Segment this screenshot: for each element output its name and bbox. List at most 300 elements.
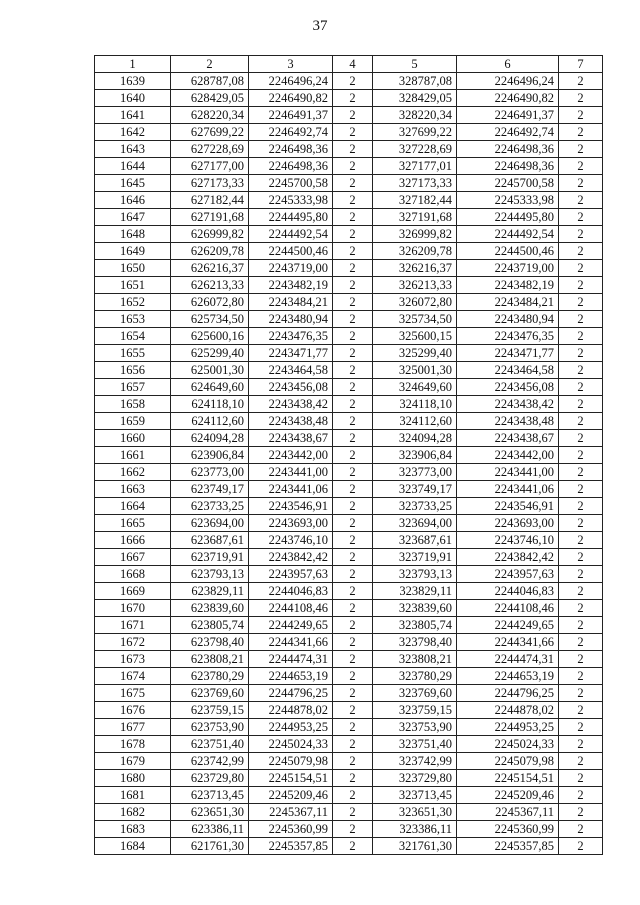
group-b-cell: 2: [559, 362, 603, 379]
x-coordinate-alt-cell: 326213,33: [373, 277, 457, 294]
table-row: [95, 515, 603, 532]
y-coordinate-cell: 2243484,21: [249, 294, 333, 311]
point-number-cell: 1663: [95, 481, 171, 498]
group-a-cell: 2: [333, 600, 373, 617]
table-row: [95, 362, 603, 379]
group-b-cell: 2: [559, 719, 603, 736]
y-coordinate-cell: 2243482,19: [249, 277, 333, 294]
x-coordinate-cell: 623793,13: [171, 566, 249, 583]
point-number-cell: 1659: [95, 413, 171, 430]
point-number-cell: 1681: [95, 787, 171, 804]
group-b-cell: 2: [559, 702, 603, 719]
y-coordinate-alt-cell: 2244249,65: [457, 617, 559, 634]
group-a-cell: 2: [333, 838, 373, 855]
x-coordinate-cell: 621761,30: [171, 838, 249, 855]
x-coordinate-alt-cell: 323733,25: [373, 498, 457, 515]
table-row: [95, 328, 603, 345]
point-number-cell: 1668: [95, 566, 171, 583]
point-number-cell: 1676: [95, 702, 171, 719]
x-coordinate-alt-cell: 326209,78: [373, 243, 457, 260]
x-coordinate-cell: 623773,00: [171, 464, 249, 481]
x-coordinate-cell: 623719,91: [171, 549, 249, 566]
group-a-cell: 2: [333, 124, 373, 141]
table-row: [95, 600, 603, 617]
table-row: [95, 107, 603, 124]
group-a-cell: 2: [333, 566, 373, 583]
y-coordinate-alt-cell: 2243441,00: [457, 464, 559, 481]
y-coordinate-cell: 2243476,35: [249, 328, 333, 345]
group-b-cell: 2: [559, 685, 603, 702]
point-number-cell: 1682: [95, 804, 171, 821]
y-coordinate-cell: 2245024,33: [249, 736, 333, 753]
group-a-cell: 2: [333, 634, 373, 651]
y-coordinate-alt-cell: 2243957,63: [457, 566, 559, 583]
group-b-cell: 2: [559, 770, 603, 787]
point-number-cell: 1651: [95, 277, 171, 294]
table-row: [95, 736, 603, 753]
group-b-cell: 2: [559, 498, 603, 515]
table-row: [95, 787, 603, 804]
y-coordinate-cell: 2245154,51: [249, 770, 333, 787]
y-coordinate-alt-cell: 2244492,54: [457, 226, 559, 243]
group-a-cell: 2: [333, 770, 373, 787]
x-coordinate-alt-cell: 323753,90: [373, 719, 457, 736]
table-row: [95, 702, 603, 719]
group-a-cell: 2: [333, 413, 373, 430]
y-coordinate-alt-cell: 2243842,42: [457, 549, 559, 566]
point-number-cell: 1647: [95, 209, 171, 226]
table-row: [95, 345, 603, 362]
table-row: [95, 430, 603, 447]
table-row: [95, 413, 603, 430]
table-row: [95, 549, 603, 566]
group-a-cell: 2: [333, 651, 373, 668]
group-b-cell: 2: [559, 838, 603, 855]
table-row: [95, 668, 603, 685]
point-number-cell: 1675: [95, 685, 171, 702]
table-row: [95, 719, 603, 736]
y-coordinate-cell: 2243480,94: [249, 311, 333, 328]
y-coordinate-cell: 2243719,00: [249, 260, 333, 277]
x-coordinate-alt-cell: 323798,40: [373, 634, 457, 651]
group-b-cell: 2: [559, 481, 603, 498]
table-row: [95, 294, 603, 311]
y-coordinate-alt-cell: 2243484,21: [457, 294, 559, 311]
table-row: [95, 770, 603, 787]
y-coordinate-cell: 2244108,46: [249, 600, 333, 617]
y-coordinate-alt-cell: 2243438,42: [457, 396, 559, 413]
y-coordinate-cell: 2244046,83: [249, 583, 333, 600]
x-coordinate-cell: 626999,82: [171, 226, 249, 243]
table-row: [95, 158, 603, 175]
x-coordinate-alt-cell: 323729,80: [373, 770, 457, 787]
group-b-cell: 2: [559, 430, 603, 447]
point-number-cell: 1649: [95, 243, 171, 260]
group-a-cell: 2: [333, 328, 373, 345]
group-a-cell: 2: [333, 141, 373, 158]
x-coordinate-cell: 623687,61: [171, 532, 249, 549]
y-coordinate-cell: 2245209,46: [249, 787, 333, 804]
y-coordinate-alt-cell: 2243476,35: [457, 328, 559, 345]
group-b-cell: 2: [559, 617, 603, 634]
table-row: [95, 141, 603, 158]
y-coordinate-alt-cell: 2243693,00: [457, 515, 559, 532]
group-a-cell: 2: [333, 362, 373, 379]
point-number-cell: 1644: [95, 158, 171, 175]
group-b-cell: 2: [559, 90, 603, 107]
x-coordinate-alt-cell: 324649,60: [373, 379, 457, 396]
table-row: [95, 753, 603, 770]
group-b-cell: 2: [559, 73, 603, 90]
y-coordinate-alt-cell: 2243482,19: [457, 277, 559, 294]
y-coordinate-cell: 2245700,58: [249, 175, 333, 192]
table-row: [95, 838, 603, 855]
group-b-cell: 2: [559, 634, 603, 651]
y-coordinate-alt-cell: 2246490,82: [457, 90, 559, 107]
table-row: [95, 804, 603, 821]
x-coordinate-alt-cell: 324094,28: [373, 430, 457, 447]
y-coordinate-cell: 2243746,10: [249, 532, 333, 549]
y-coordinate-alt-cell: 2244108,46: [457, 600, 559, 617]
group-b-cell: 2: [559, 447, 603, 464]
group-b-cell: 2: [559, 209, 603, 226]
y-coordinate-alt-cell: 2245357,85: [457, 838, 559, 855]
column-header: 7: [559, 56, 603, 73]
group-b-cell: 2: [559, 243, 603, 260]
point-number-cell: 1677: [95, 719, 171, 736]
y-coordinate-alt-cell: 2246498,36: [457, 141, 559, 158]
group-a-cell: 2: [333, 549, 373, 566]
point-number-cell: 1667: [95, 549, 171, 566]
table-row: [95, 566, 603, 583]
x-coordinate-cell: 627173,33: [171, 175, 249, 192]
group-b-cell: 2: [559, 345, 603, 362]
column-header: 2: [171, 56, 249, 73]
y-coordinate-alt-cell: 2246498,36: [457, 158, 559, 175]
x-coordinate-cell: 624118,10: [171, 396, 249, 413]
y-coordinate-cell: 2243438,42: [249, 396, 333, 413]
group-b-cell: 2: [559, 328, 603, 345]
x-coordinate-cell: 623729,80: [171, 770, 249, 787]
x-coordinate-alt-cell: 323793,13: [373, 566, 457, 583]
group-a-cell: 2: [333, 192, 373, 209]
y-coordinate-cell: 2243438,67: [249, 430, 333, 447]
point-number-cell: 1671: [95, 617, 171, 634]
x-coordinate-cell: 623713,45: [171, 787, 249, 804]
x-coordinate-alt-cell: 323780,29: [373, 668, 457, 685]
x-coordinate-alt-cell: 323773,00: [373, 464, 457, 481]
point-number-cell: 1665: [95, 515, 171, 532]
y-coordinate-alt-cell: 2244878,02: [457, 702, 559, 719]
x-coordinate-cell: 624112,60: [171, 413, 249, 430]
x-coordinate-cell: 624649,60: [171, 379, 249, 396]
y-coordinate-alt-cell: 2243546,91: [457, 498, 559, 515]
group-b-cell: 2: [559, 583, 603, 600]
x-coordinate-cell: 623694,00: [171, 515, 249, 532]
group-a-cell: 2: [333, 396, 373, 413]
y-coordinate-alt-cell: 2244046,83: [457, 583, 559, 600]
table-row: [95, 583, 603, 600]
group-a-cell: 2: [333, 447, 373, 464]
x-coordinate-cell: 623829,11: [171, 583, 249, 600]
group-a-cell: 2: [333, 736, 373, 753]
group-a-cell: 2: [333, 498, 373, 515]
page-number: 37: [312, 18, 328, 34]
y-coordinate-cell: 2243957,63: [249, 566, 333, 583]
group-b-cell: 2: [559, 787, 603, 804]
y-coordinate-alt-cell: 2244341,66: [457, 634, 559, 651]
group-b-cell: 2: [559, 600, 603, 617]
point-number-cell: 1650: [95, 260, 171, 277]
x-coordinate-alt-cell: 323742,99: [373, 753, 457, 770]
group-b-cell: 2: [559, 226, 603, 243]
x-coordinate-alt-cell: 323906,84: [373, 447, 457, 464]
group-a-cell: 2: [333, 73, 373, 90]
x-coordinate-cell: 623651,30: [171, 804, 249, 821]
group-b-cell: 2: [559, 379, 603, 396]
x-coordinate-cell: 623839,60: [171, 600, 249, 617]
table-row: [95, 243, 603, 260]
group-a-cell: 2: [333, 226, 373, 243]
x-coordinate-alt-cell: 323386,11: [373, 821, 457, 838]
y-coordinate-alt-cell: 2244474,31: [457, 651, 559, 668]
x-coordinate-alt-cell: 325600,15: [373, 328, 457, 345]
group-b-cell: 2: [559, 124, 603, 141]
group-b-cell: 2: [559, 804, 603, 821]
x-coordinate-alt-cell: 327228,69: [373, 141, 457, 158]
point-number-cell: 1653: [95, 311, 171, 328]
group-a-cell: 2: [333, 294, 373, 311]
x-coordinate-alt-cell: 325734,50: [373, 311, 457, 328]
group-b-cell: 2: [559, 651, 603, 668]
x-coordinate-cell: 627228,69: [171, 141, 249, 158]
group-a-cell: 2: [333, 345, 373, 362]
table-row: [95, 260, 603, 277]
y-coordinate-alt-cell: 2243438,48: [457, 413, 559, 430]
x-coordinate-cell: 623769,60: [171, 685, 249, 702]
x-coordinate-cell: 623780,29: [171, 668, 249, 685]
x-coordinate-alt-cell: 323805,74: [373, 617, 457, 634]
point-number-cell: 1646: [95, 192, 171, 209]
y-coordinate-alt-cell: 2243719,00: [457, 260, 559, 277]
y-coordinate-cell: 2243471,77: [249, 345, 333, 362]
y-coordinate-alt-cell: 2245333,98: [457, 192, 559, 209]
table-row: [95, 464, 603, 481]
group-b-cell: 2: [559, 260, 603, 277]
x-coordinate-alt-cell: 326216,37: [373, 260, 457, 277]
y-coordinate-cell: 2243456,08: [249, 379, 333, 396]
group-a-cell: 2: [333, 821, 373, 838]
table-row: [95, 226, 603, 243]
y-coordinate-cell: 2245360,99: [249, 821, 333, 838]
x-coordinate-alt-cell: 323751,40: [373, 736, 457, 753]
point-number-cell: 1680: [95, 770, 171, 787]
y-coordinate-cell: 2246498,36: [249, 158, 333, 175]
x-coordinate-cell: 623742,99: [171, 753, 249, 770]
x-coordinate-cell: 627177,00: [171, 158, 249, 175]
x-coordinate-alt-cell: 323808,21: [373, 651, 457, 668]
point-number-cell: 1657: [95, 379, 171, 396]
table-row: [95, 90, 603, 107]
table-row: [95, 396, 603, 413]
group-b-cell: 2: [559, 821, 603, 838]
x-coordinate-cell: 627191,68: [171, 209, 249, 226]
point-number-cell: 1684: [95, 838, 171, 855]
x-coordinate-cell: 623733,25: [171, 498, 249, 515]
y-coordinate-alt-cell: 2243441,06: [457, 481, 559, 498]
y-coordinate-cell: 2245079,98: [249, 753, 333, 770]
y-coordinate-alt-cell: 2243438,67: [457, 430, 559, 447]
y-coordinate-cell: 2246490,82: [249, 90, 333, 107]
point-number-cell: 1666: [95, 532, 171, 549]
x-coordinate-cell: 625600,16: [171, 328, 249, 345]
group-a-cell: 2: [333, 515, 373, 532]
group-b-cell: 2: [559, 532, 603, 549]
y-coordinate-alt-cell: 2244653,19: [457, 668, 559, 685]
y-coordinate-cell: 2243693,00: [249, 515, 333, 532]
y-coordinate-cell: 2245367,11: [249, 804, 333, 821]
y-coordinate-cell: 2245357,85: [249, 838, 333, 855]
y-coordinate-alt-cell: 2243456,08: [457, 379, 559, 396]
point-number-cell: 1672: [95, 634, 171, 651]
x-coordinate-alt-cell: 328220,34: [373, 107, 457, 124]
group-a-cell: 2: [333, 804, 373, 821]
group-b-cell: 2: [559, 192, 603, 209]
x-coordinate-alt-cell: 327191,68: [373, 209, 457, 226]
group-a-cell: 2: [333, 702, 373, 719]
point-number-cell: 1655: [95, 345, 171, 362]
y-coordinate-alt-cell: 2243442,00: [457, 447, 559, 464]
y-coordinate-cell: 2244878,02: [249, 702, 333, 719]
x-coordinate-cell: 626072,80: [171, 294, 249, 311]
point-number-cell: 1639: [95, 73, 171, 90]
point-number-cell: 1664: [95, 498, 171, 515]
x-coordinate-cell: 627699,22: [171, 124, 249, 141]
y-coordinate-alt-cell: 2244953,25: [457, 719, 559, 736]
group-b-cell: 2: [559, 294, 603, 311]
table-row: [95, 617, 603, 634]
group-a-cell: 2: [333, 107, 373, 124]
x-coordinate-alt-cell: 323749,17: [373, 481, 457, 498]
x-coordinate-cell: 628787,08: [171, 73, 249, 90]
x-coordinate-alt-cell: 323759,15: [373, 702, 457, 719]
point-number-cell: 1654: [95, 328, 171, 345]
point-number-cell: 1648: [95, 226, 171, 243]
y-coordinate-cell: 2243842,42: [249, 549, 333, 566]
y-coordinate-cell: 2245333,98: [249, 192, 333, 209]
y-coordinate-alt-cell: 2245209,46: [457, 787, 559, 804]
x-coordinate-alt-cell: 323687,61: [373, 532, 457, 549]
y-coordinate-cell: 2244653,19: [249, 668, 333, 685]
x-coordinate-alt-cell: 323769,60: [373, 685, 457, 702]
group-b-cell: 2: [559, 175, 603, 192]
table-row: [95, 209, 603, 226]
y-coordinate-alt-cell: 2245024,33: [457, 736, 559, 753]
point-number-cell: 1661: [95, 447, 171, 464]
point-number-cell: 1652: [95, 294, 171, 311]
x-coordinate-cell: 623798,40: [171, 634, 249, 651]
table-row: [95, 685, 603, 702]
x-coordinate-cell: 623906,84: [171, 447, 249, 464]
group-a-cell: 2: [333, 668, 373, 685]
table-row: [95, 277, 603, 294]
coordinates-table: [94, 55, 603, 855]
group-a-cell: 2: [333, 532, 373, 549]
y-coordinate-alt-cell: 2243471,77: [457, 345, 559, 362]
group-b-cell: 2: [559, 413, 603, 430]
y-coordinate-cell: 2244953,25: [249, 719, 333, 736]
x-coordinate-alt-cell: 328787,08: [373, 73, 457, 90]
x-coordinate-cell: 625001,30: [171, 362, 249, 379]
group-b-cell: 2: [559, 107, 603, 124]
x-coordinate-cell: 623759,15: [171, 702, 249, 719]
x-coordinate-cell: 624094,28: [171, 430, 249, 447]
group-b-cell: 2: [559, 515, 603, 532]
column-header: 6: [457, 56, 559, 73]
table-body: [95, 73, 603, 855]
y-coordinate-cell: 2244341,66: [249, 634, 333, 651]
group-b-cell: 2: [559, 396, 603, 413]
table-row: [95, 379, 603, 396]
y-coordinate-cell: 2244492,54: [249, 226, 333, 243]
point-number-cell: 1674: [95, 668, 171, 685]
y-coordinate-alt-cell: 2246496,24: [457, 73, 559, 90]
x-coordinate-alt-cell: 323713,45: [373, 787, 457, 804]
y-coordinate-cell: 2244500,46: [249, 243, 333, 260]
x-coordinate-alt-cell: 327173,33: [373, 175, 457, 192]
point-number-cell: 1679: [95, 753, 171, 770]
x-coordinate-alt-cell: 326072,80: [373, 294, 457, 311]
y-coordinate-alt-cell: 2245154,51: [457, 770, 559, 787]
x-coordinate-cell: 625299,40: [171, 345, 249, 362]
point-number-cell: 1670: [95, 600, 171, 617]
point-number-cell: 1660: [95, 430, 171, 447]
y-coordinate-alt-cell: 2244500,46: [457, 243, 559, 260]
point-number-cell: 1640: [95, 90, 171, 107]
group-a-cell: 2: [333, 617, 373, 634]
x-coordinate-alt-cell: 324112,60: [373, 413, 457, 430]
y-coordinate-alt-cell: 2246491,37: [457, 107, 559, 124]
group-b-cell: 2: [559, 141, 603, 158]
x-coordinate-alt-cell: 321761,30: [373, 838, 457, 855]
x-coordinate-alt-cell: 323651,30: [373, 804, 457, 821]
y-coordinate-cell: 2246492,74: [249, 124, 333, 141]
x-coordinate-cell: 628220,34: [171, 107, 249, 124]
point-number-cell: 1642: [95, 124, 171, 141]
group-b-cell: 2: [559, 158, 603, 175]
point-number-cell: 1669: [95, 583, 171, 600]
x-coordinate-alt-cell: 327699,22: [373, 124, 457, 141]
group-a-cell: 2: [333, 311, 373, 328]
y-coordinate-cell: 2244495,80: [249, 209, 333, 226]
group-a-cell: 2: [333, 209, 373, 226]
point-number-cell: 1656: [95, 362, 171, 379]
table-row: [95, 175, 603, 192]
column-header: 4: [333, 56, 373, 73]
group-a-cell: 2: [333, 719, 373, 736]
y-coordinate-alt-cell: 2243746,10: [457, 532, 559, 549]
y-coordinate-cell: 2246496,24: [249, 73, 333, 90]
y-coordinate-alt-cell: 2245079,98: [457, 753, 559, 770]
column-header: 5: [373, 56, 457, 73]
x-coordinate-alt-cell: 324118,10: [373, 396, 457, 413]
y-coordinate-cell: 2243438,48: [249, 413, 333, 430]
table-row: [95, 651, 603, 668]
table-row: [95, 532, 603, 549]
y-coordinate-cell: 2246491,37: [249, 107, 333, 124]
table-row: [95, 821, 603, 838]
y-coordinate-alt-cell: 2244796,25: [457, 685, 559, 702]
